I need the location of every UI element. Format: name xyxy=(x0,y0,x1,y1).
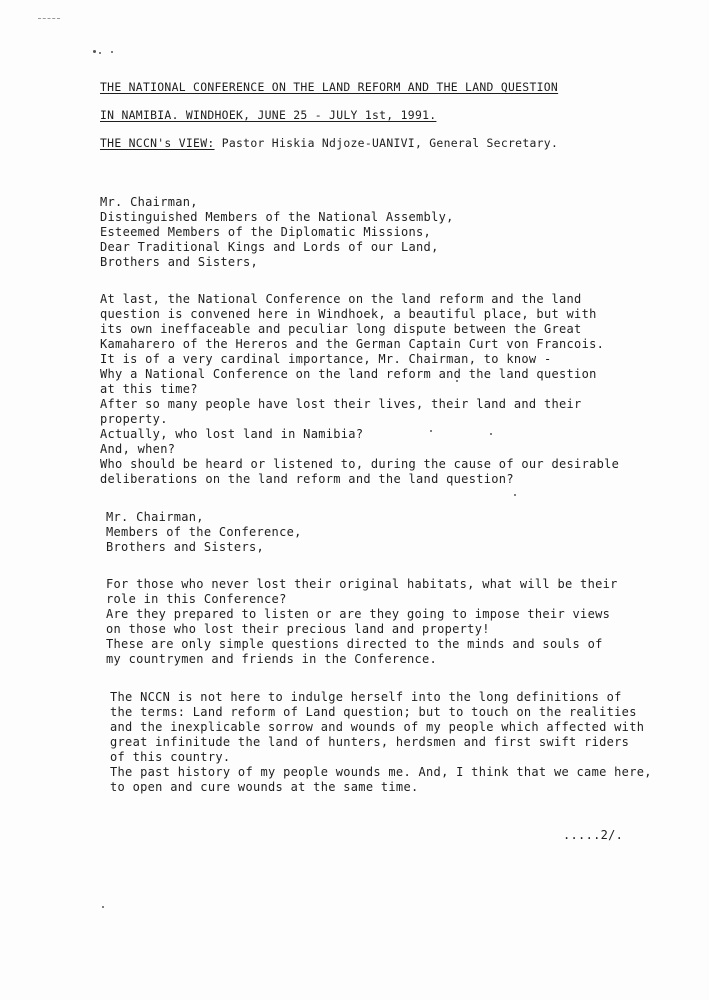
salutation-line: Brothers and Sisters, xyxy=(106,540,265,554)
scan-speck xyxy=(93,50,96,53)
scan-mark xyxy=(38,18,60,20)
body-line: The NCCN is not here to indulge herself into the long definitions of xyxy=(110,690,622,704)
body-line: After so many people have lost their lives, their land and their xyxy=(100,397,582,411)
body-line: property. xyxy=(100,412,168,426)
body-line: on those who lost their precious land and property! xyxy=(106,622,490,636)
body-line: role in this Conference? xyxy=(106,592,287,606)
body-line: It is of a very cardinal importance, Mr. Chairman, to know - xyxy=(100,352,552,366)
salutation-line: Distinguished Members of the National Assembly, xyxy=(100,210,454,224)
document-title-line-1: THE NATIONAL CONFERENCE ON THE LAND REFORM AND THE LAND QUESTION xyxy=(100,80,559,94)
body-line: The past history of my people wounds me. And, I think that we came here, xyxy=(110,765,652,779)
salutation-line: Members of the Conference, xyxy=(106,525,302,539)
body-line: question is convened here in Windhoek, a beautiful place, but with xyxy=(100,307,597,321)
body-line: of this country. xyxy=(110,750,231,764)
view-label: THE NCCN's VIEW: xyxy=(100,136,215,150)
body-line: and the inexplicable sorrow and wounds of my people which affected with xyxy=(110,720,645,734)
body-line: At last, the National Conference on the land reform and the land xyxy=(100,292,582,306)
salutation-line: Brothers and Sisters, xyxy=(100,255,259,269)
body-line: These are only simple questions directed to the minds and souls of xyxy=(106,637,603,651)
body-line: at this time? xyxy=(100,382,198,396)
body-line: to open and cure wounds at the same time. xyxy=(110,780,419,794)
body-line: Why a National Conference on the land reform and the land question xyxy=(100,367,597,381)
salutation-line: Mr. Chairman, xyxy=(100,195,198,209)
scan-speck xyxy=(111,51,113,53)
body-line: Kamaharero of the Hereros and the German Captain Curt von Francois. xyxy=(100,337,605,351)
body-line: great infinitude the land of hunters, herdsmen and first swift riders xyxy=(110,735,630,749)
scan-speck xyxy=(102,906,104,908)
body-line: my countrymen and friends in the Conference. xyxy=(106,652,438,666)
body-line: deliberations on the land reform and the land question? xyxy=(100,472,514,486)
scan-speck xyxy=(99,52,101,54)
salutation-line: Dear Traditional Kings and Lords of our Land, xyxy=(100,240,439,254)
salutation-line: Mr. Chairman, xyxy=(106,510,204,524)
body-line: For those who never lost their original habitats, what will be their xyxy=(106,577,618,591)
scan-speck xyxy=(514,494,516,496)
body-line: Actually, who lost land in Namibia? xyxy=(100,427,364,441)
body-line: the terms: Land reform of Land question; but to touch on the realities xyxy=(110,705,637,719)
scan-speck xyxy=(490,433,492,435)
body-line: its own ineffaceable and peculiar long dispute between the Great xyxy=(100,322,582,336)
view-author: Pastor Hiskia Ndjoze-UANIVI, General Secretary. xyxy=(214,136,559,150)
scan-speck xyxy=(430,430,432,432)
body-line: And, when? xyxy=(100,442,176,456)
document-title-line-2: IN NAMIBIA. WINDHOEK, JUNE 25 - JULY 1st, 1991. xyxy=(100,108,437,122)
body-line: Who should be heard or listened to, during the cause of our desirable xyxy=(100,457,620,471)
salutation-line: Esteemed Members of the Diplomatic Missions, xyxy=(100,225,432,239)
page-continuation-marker: .....2/. xyxy=(563,828,624,842)
view-line xyxy=(100,136,558,150)
body-line: Are they prepared to listen or are they going to impose their views xyxy=(106,607,611,621)
